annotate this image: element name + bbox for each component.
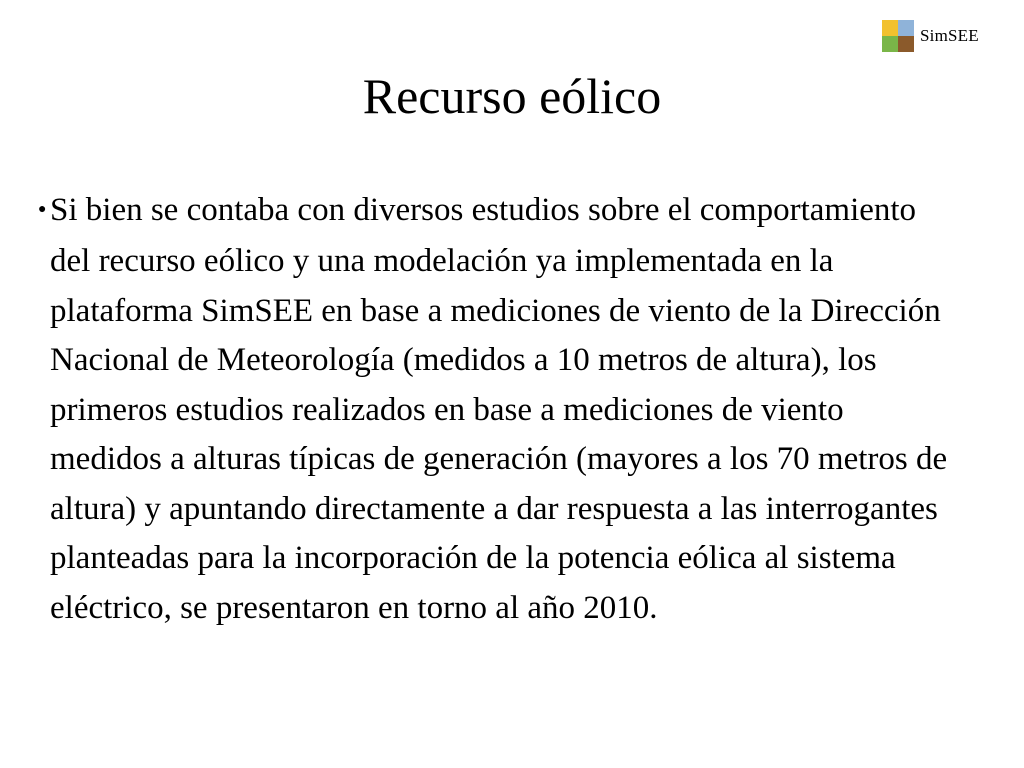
bullet-paragraph	[38, 186, 950, 633]
bullet-text: Si bien se contaba con diversos estudios sobre el comportamiento del recurso eólico y una modelación ya implementada en la plataforma SimSEE en base a mediciones de viento de la Dirección Nacional de Meteorología (medidos a 10 metros de altura), los primeros estudios realizados en base a mediciones de viento medidos a alturas típicas de generación (mayores a los 70 metros de altura) y apuntando directamente a dar respuesta a las interrogantes planteadas para la incorporación de la potencia eólica al sistema eléctrico, se presentaron en torno al año 2010.	[50, 192, 948, 626]
bullet-dot-icon: ●	[38, 201, 47, 217]
logo-square-yellow	[882, 20, 898, 36]
logo-square-brown	[898, 36, 914, 52]
simsee-logo-icon	[882, 20, 914, 52]
slide-title: Recurso eólico	[362, 68, 662, 124]
logo-square-green	[882, 36, 898, 52]
logo-text: SimSEE	[920, 26, 979, 45]
simsee-logo	[882, 20, 979, 52]
logo-square-blue	[898, 20, 914, 36]
